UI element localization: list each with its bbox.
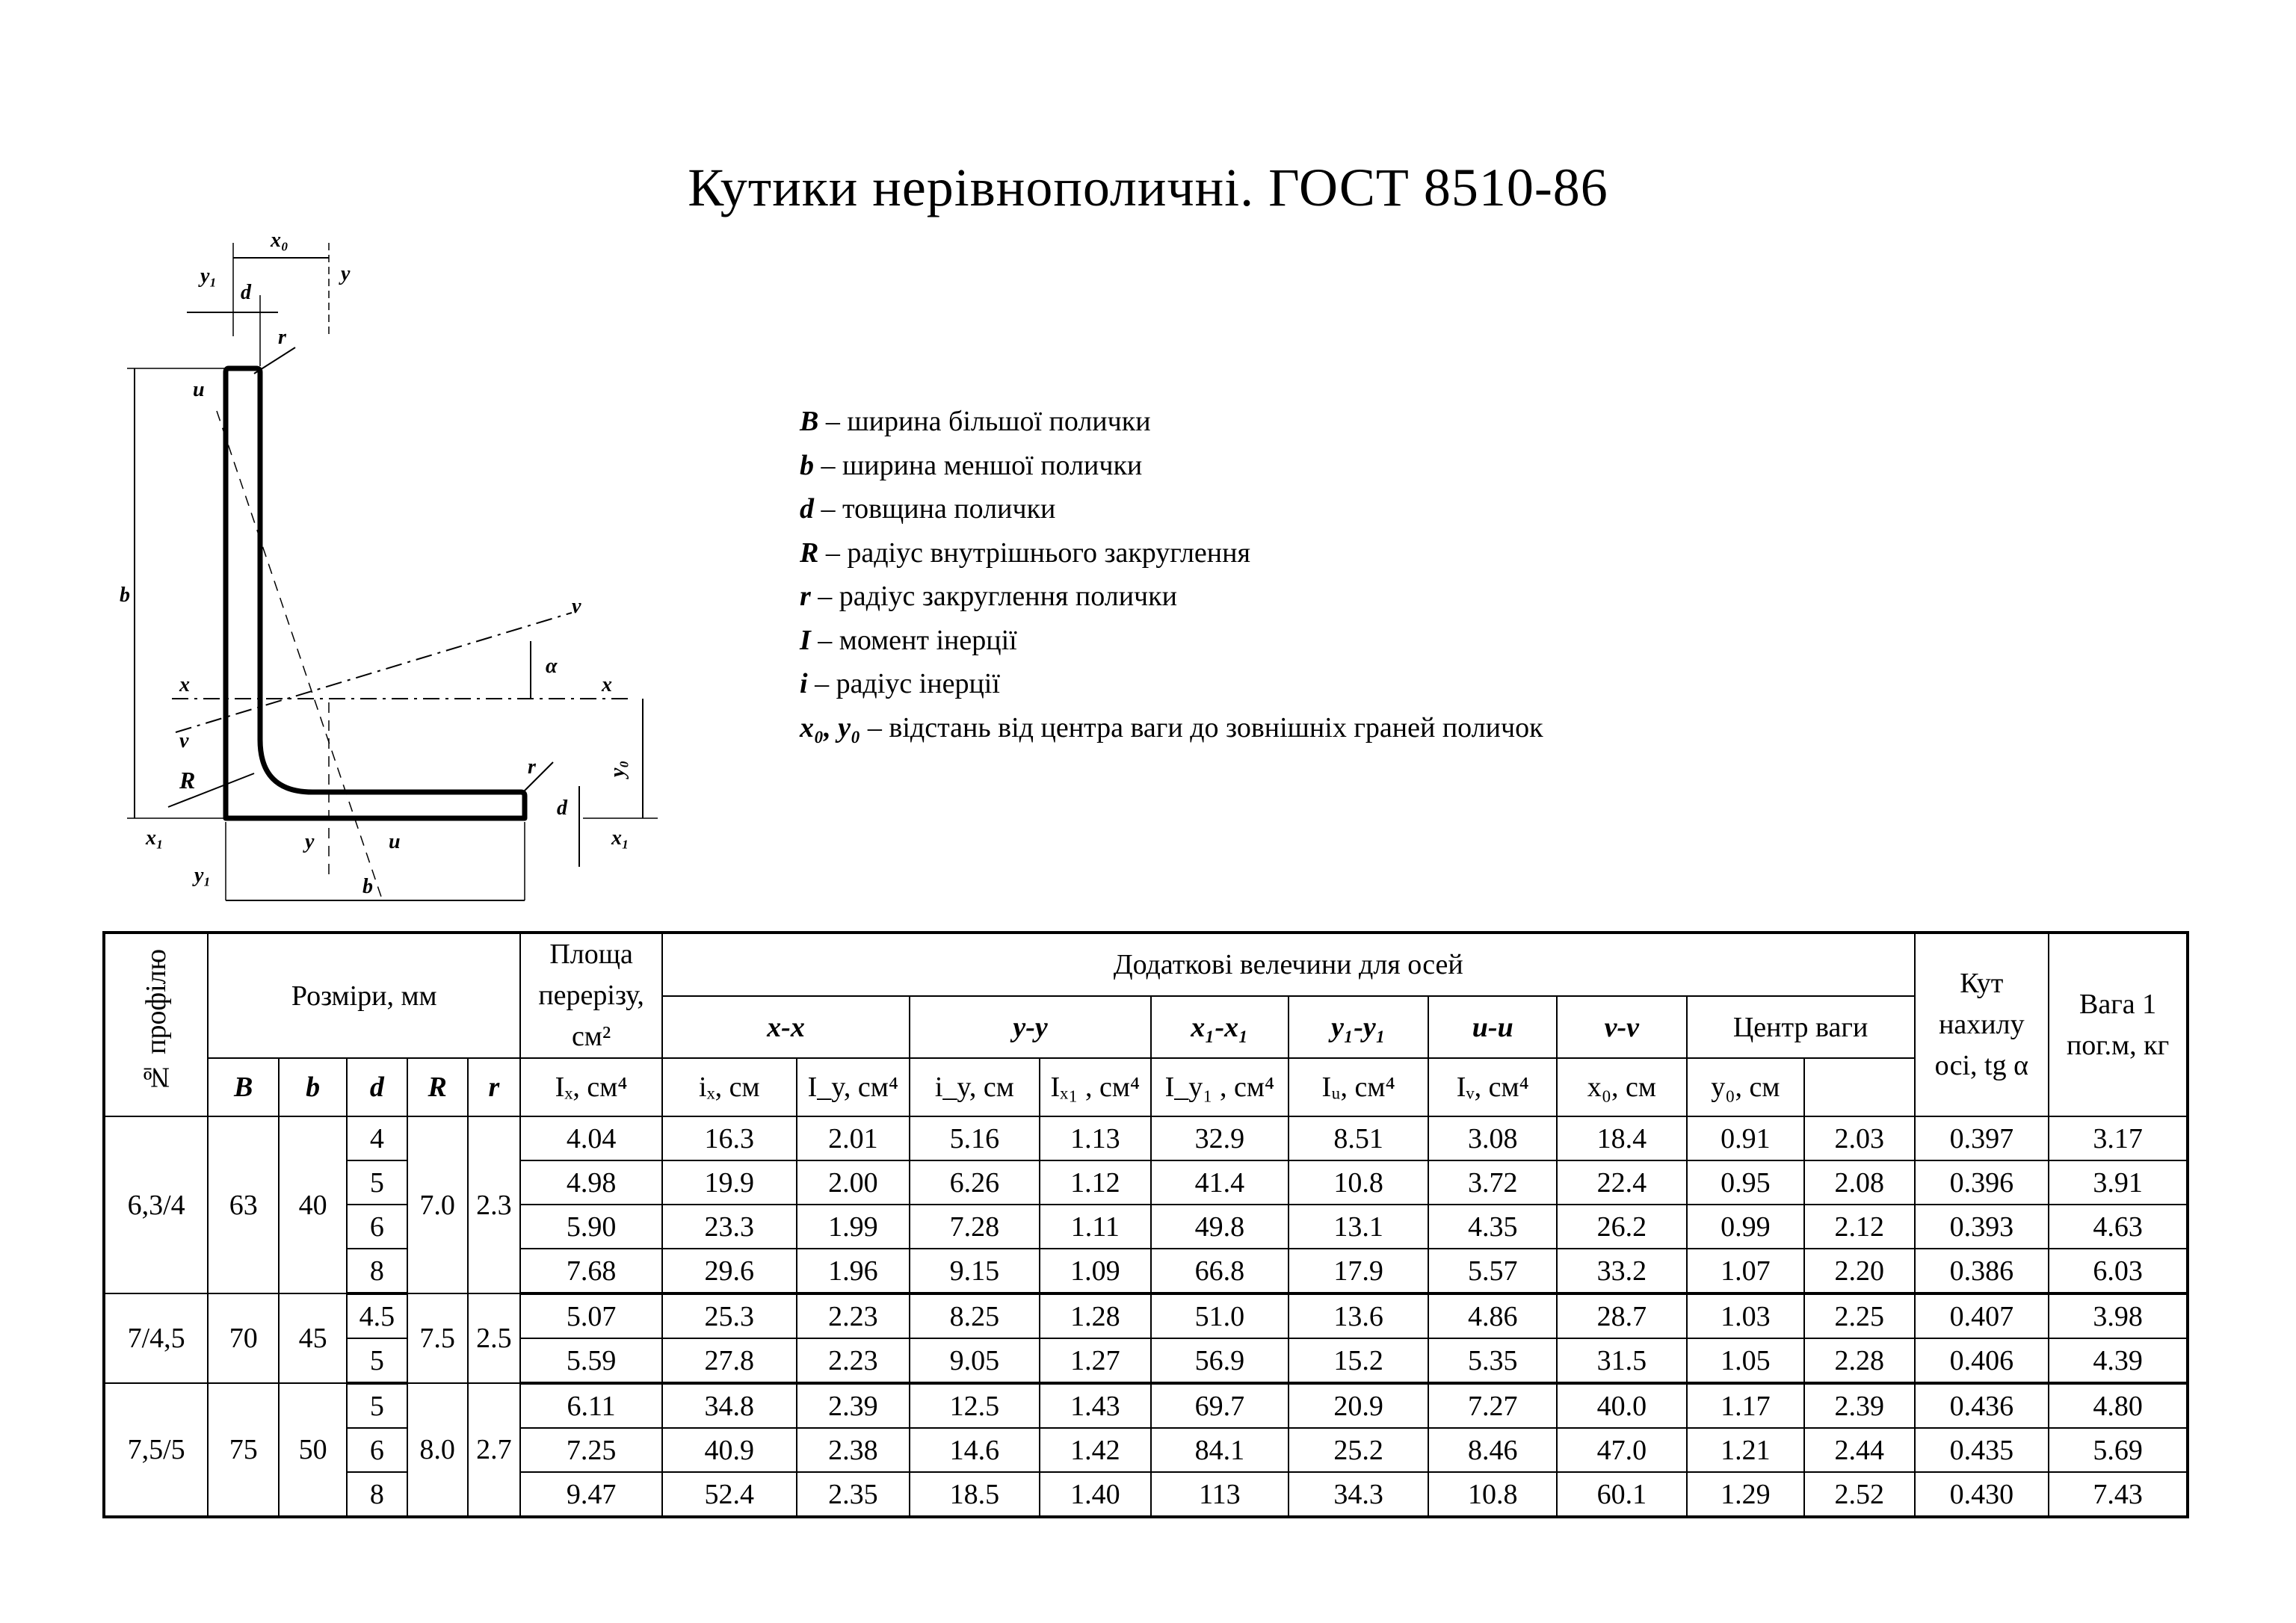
cell-y0: 2.28: [1804, 1338, 1914, 1383]
header-axis-yy: y-y: [910, 996, 1151, 1058]
cell-w: 3.91: [2049, 1160, 2188, 1205]
cell-Ix: 27.8: [662, 1338, 797, 1383]
header-Iu: Iᵤ, см⁴: [1289, 1058, 1429, 1116]
header-Iy: I_y, см⁴: [797, 1058, 910, 1116]
cell-Ix: 25.3: [662, 1293, 797, 1338]
cell-area: 4.98: [520, 1160, 662, 1205]
header-Iy1: I_y₁ , см⁴: [1151, 1058, 1289, 1116]
header-r: r: [468, 1058, 521, 1116]
cell-iy: 1.12: [1040, 1160, 1151, 1205]
cell-iy: 1.42: [1040, 1428, 1151, 1472]
cell-r: 2.5: [468, 1293, 521, 1383]
header-y0: y₀, см: [1687, 1058, 1804, 1116]
cell-y0: 2.20: [1804, 1249, 1914, 1293]
cell-R: 8.0: [407, 1383, 468, 1517]
cell-y0: 2.25: [1804, 1293, 1914, 1338]
legend-item: x₀, y₀ – відстань від центра ваги до зовнішніх граней поличок: [800, 711, 1543, 744]
cell-Iy: 5.16: [910, 1116, 1040, 1160]
cell-iy: 1.09: [1040, 1249, 1151, 1293]
label-y1-top: y₁: [200, 265, 217, 288]
legend-item: b – ширина меншої полички: [800, 449, 1143, 481]
header-b: b: [279, 1058, 347, 1116]
label-x1-right: x₁: [611, 826, 629, 850]
label-d-right: d: [557, 797, 567, 820]
cell-Ix: 40.9: [662, 1428, 797, 1472]
cell-Iy1: 20.9: [1289, 1383, 1429, 1428]
cell-Ix1: 51.0: [1151, 1293, 1289, 1338]
cell-Iu: 4.86: [1428, 1293, 1557, 1338]
header-profile: № профілю: [104, 933, 208, 1116]
cell-Ix: 23.3: [662, 1205, 797, 1249]
header-Ix1: Iₓ₁ , см⁴: [1040, 1058, 1151, 1116]
cell-Iv: 26.2: [1557, 1205, 1687, 1249]
cell-w: 3.98: [2049, 1293, 2188, 1338]
cell-x0: 1.03: [1687, 1293, 1804, 1338]
cell-x0: 1.21: [1687, 1428, 1804, 1472]
cell-x0: 0.99: [1687, 1205, 1804, 1249]
cell-d: 5: [347, 1383, 407, 1428]
cell-w: 6.03: [2049, 1249, 2188, 1293]
cell-Iy: 9.05: [910, 1338, 1040, 1383]
cell-Iu: 5.35: [1428, 1338, 1557, 1383]
cell-Iv: 18.4: [1557, 1116, 1687, 1160]
label-r-right: r: [528, 755, 536, 779]
cell-r: 2.3: [468, 1116, 521, 1293]
cell-d: 4.5: [347, 1293, 407, 1338]
cell-Iu: 3.08: [1428, 1116, 1557, 1160]
cell-iy: 1.11: [1040, 1205, 1151, 1249]
cell-b: 50: [279, 1383, 347, 1517]
cell-tg: 0.436: [1915, 1383, 2049, 1428]
header-iy: i_y, см: [910, 1058, 1040, 1116]
header-weight: Вага 1 пог.м, кг: [2049, 933, 2188, 1116]
cell-Iy1: 15.2: [1289, 1338, 1429, 1383]
label-x1-left: x₁: [146, 826, 164, 850]
cell-tg: 0.407: [1915, 1293, 2049, 1338]
label-v-right: v: [572, 595, 581, 618]
cell-iy: 1.13: [1040, 1116, 1151, 1160]
label-b-side: b: [120, 584, 130, 607]
cell-R: 7.5: [407, 1293, 468, 1383]
cell-Iv: 47.0: [1557, 1428, 1687, 1472]
header-axis-x1x1: x₁-x₁: [1151, 996, 1289, 1058]
cell-Iy: 12.5: [910, 1383, 1040, 1428]
cell-profile: 7,5/5: [104, 1383, 208, 1517]
header-angle: Кут нахилу осі, tg α: [1915, 933, 2049, 1116]
header-x0: x₀, см: [1557, 1058, 1687, 1116]
header-axis-vv: v-v: [1557, 996, 1687, 1058]
cell-ix: 2.01: [797, 1116, 910, 1160]
cell-y0: 2.52: [1804, 1472, 1914, 1517]
cell-Iv: 28.7: [1557, 1293, 1687, 1338]
legend-item: B – ширина більшої полички: [800, 406, 1151, 437]
cell-tg: 0.386: [1915, 1249, 2049, 1293]
cell-Iv: 33.2: [1557, 1249, 1687, 1293]
cell-Iy1: 13.1: [1289, 1205, 1429, 1249]
cell-x0: 1.29: [1687, 1472, 1804, 1517]
cell-iy: 1.27: [1040, 1338, 1151, 1383]
cell-B: 63: [208, 1116, 279, 1293]
table-row: [104, 1293, 2188, 1338]
header-center: Центр ваги: [1687, 996, 1915, 1058]
cell-Iy1: 13.6: [1289, 1293, 1429, 1338]
label-u-bottom: u: [389, 830, 401, 853]
cell-area: 4.04: [520, 1116, 662, 1160]
cell-y0: 2.12: [1804, 1205, 1914, 1249]
header-area: Площа перерізу, см²: [520, 933, 662, 1058]
cell-area: 6.11: [520, 1383, 662, 1428]
cell-ix: 2.23: [797, 1338, 910, 1383]
cell-Ix1: 66.8: [1151, 1249, 1289, 1293]
cell-tg: 0.435: [1915, 1428, 2049, 1472]
cell-Ix: 52.4: [662, 1472, 797, 1517]
label-alpha: α: [546, 655, 558, 678]
header-B: B: [208, 1058, 279, 1116]
cell-profile: 7/4,5: [104, 1293, 208, 1383]
cell-tg: 0.430: [1915, 1472, 2049, 1517]
cell-Ix1: 84.1: [1151, 1428, 1289, 1472]
label-y1-bottom: y₁: [194, 864, 212, 887]
cell-Iv: 60.1: [1557, 1472, 1687, 1517]
cell-Ix1: 41.4: [1151, 1160, 1289, 1205]
cell-Iu: 4.35: [1428, 1205, 1557, 1249]
cell-x0: 0.91: [1687, 1116, 1804, 1160]
cell-d: 5: [347, 1160, 407, 1205]
cell-Iy: 7.28: [910, 1205, 1040, 1249]
cell-w: 4.63: [2049, 1205, 2188, 1249]
header-axis-y1y1: y₁-y₁: [1289, 996, 1429, 1058]
cell-b: 40: [279, 1116, 347, 1293]
cell-ix: 1.96: [797, 1249, 910, 1293]
cell-ix: 2.39: [797, 1383, 910, 1428]
cell-iy: 1.28: [1040, 1293, 1151, 1338]
label-b-bottom: b: [362, 875, 373, 898]
cell-profile: 6,3/4: [104, 1116, 208, 1293]
legend-item: R – радіус внутрішнього закруглення: [800, 537, 1250, 569]
page-title: Кутики нерівнополичні. ГОСТ 8510-86: [688, 158, 1608, 217]
cell-w: 5.69: [2049, 1428, 2188, 1472]
cell-d: 6: [347, 1205, 407, 1249]
header-axis-uu: u-u: [1428, 996, 1557, 1058]
label-x-left: x: [179, 673, 190, 696]
label-x0: x₀: [271, 229, 288, 252]
cell-tg: 0.396: [1915, 1160, 2049, 1205]
header-axis-xx: x-x: [662, 996, 910, 1058]
table-row: [104, 1116, 2188, 1160]
header-d: d: [347, 1058, 407, 1116]
cell-Iy: 9.15: [910, 1249, 1040, 1293]
cell-Iy1: 25.2: [1289, 1428, 1429, 1472]
cell-Iu: 8.46: [1428, 1428, 1557, 1472]
cell-ix: 2.00: [797, 1160, 910, 1205]
cell-ix: 2.35: [797, 1472, 910, 1517]
cell-area: 5.07: [520, 1293, 662, 1338]
cell-area: 7.25: [520, 1428, 662, 1472]
cell-iy: 1.43: [1040, 1383, 1151, 1428]
header-Iv: Iᵥ, см⁴: [1428, 1058, 1557, 1116]
cell-tg: 0.406: [1915, 1338, 2049, 1383]
cell-Iy1: 17.9: [1289, 1249, 1429, 1293]
cell-Iv: 40.0: [1557, 1383, 1687, 1428]
legend-item: d – товщина полички: [800, 493, 1056, 525]
cell-Iv: 22.4: [1557, 1160, 1687, 1205]
symbol-legend: [800, 400, 1543, 749]
cell-x0: 1.07: [1687, 1249, 1804, 1293]
cell-Iy: 6.26: [910, 1160, 1040, 1205]
cell-d: 8: [347, 1472, 407, 1517]
cell-Ix1: 113: [1151, 1472, 1289, 1517]
cell-Iv: 31.5: [1557, 1338, 1687, 1383]
cell-B: 75: [208, 1383, 279, 1517]
cell-area: 9.47: [520, 1472, 662, 1517]
cell-y0: 2.44: [1804, 1428, 1914, 1472]
cell-w: 4.80: [2049, 1383, 2188, 1428]
angle-spec-table: [102, 931, 2189, 1518]
header-Ix: Iₓ, см⁴: [520, 1058, 662, 1116]
cell-tg: 0.393: [1915, 1205, 2049, 1249]
cell-Iu: 3.72: [1428, 1160, 1557, 1205]
cell-Ix1: 32.9: [1151, 1116, 1289, 1160]
label-r-top: r: [278, 326, 286, 349]
cell-Iy1: 10.8: [1289, 1160, 1429, 1205]
label-d-top: d: [241, 281, 251, 304]
cell-Iu: 10.8: [1428, 1472, 1557, 1517]
cell-d: 5: [347, 1338, 407, 1383]
cell-w: 4.39: [2049, 1338, 2188, 1383]
cell-w: 3.17: [2049, 1116, 2188, 1160]
cell-area: 5.59: [520, 1338, 662, 1383]
cell-R: 7.0: [407, 1116, 468, 1293]
cell-Iy: 8.25: [910, 1293, 1040, 1338]
cell-tg: 0.397: [1915, 1116, 2049, 1160]
cell-iy: 1.40: [1040, 1472, 1151, 1517]
legend-item: r – радіус закруглення полички: [800, 581, 1177, 612]
cell-r: 2.7: [468, 1383, 521, 1517]
header-R: R: [407, 1058, 468, 1116]
cell-Iy: 14.6: [910, 1428, 1040, 1472]
cell-Iy1: 8.51: [1289, 1116, 1429, 1160]
label-R: R: [179, 767, 196, 794]
cell-y0: 2.03: [1804, 1116, 1914, 1160]
label-v-left: v: [179, 729, 189, 752]
label-y-top: y: [341, 262, 351, 285]
cell-x0: 1.05: [1687, 1338, 1804, 1383]
cell-Ix1: 56.9: [1151, 1338, 1289, 1383]
cell-Ix1: 49.8: [1151, 1205, 1289, 1249]
cell-area: 7.68: [520, 1249, 662, 1293]
angle-profile-diagram: [105, 224, 718, 912]
cell-Iy: 18.5: [910, 1472, 1040, 1517]
cell-w: 7.43: [2049, 1472, 2188, 1517]
header-ix: iₓ, см: [662, 1058, 797, 1116]
label-y0: y₀: [606, 760, 629, 777]
angle-profile-outline: [226, 368, 525, 818]
cell-d: 4: [347, 1116, 407, 1160]
cell-Ix: 29.6: [662, 1249, 797, 1293]
cell-y0: 2.08: [1804, 1160, 1914, 1205]
cell-x0: 0.95: [1687, 1160, 1804, 1205]
label-x-right: x: [602, 673, 612, 696]
cell-ix: 2.23: [797, 1293, 910, 1338]
label-y-bottom: y: [305, 830, 315, 853]
cell-Iy1: 34.3: [1289, 1472, 1429, 1517]
cell-area: 5.90: [520, 1205, 662, 1249]
cell-B: 70: [208, 1293, 279, 1383]
cell-ix: 1.99: [797, 1205, 910, 1249]
cell-Ix: 34.8: [662, 1383, 797, 1428]
cell-Iu: 5.57: [1428, 1249, 1557, 1293]
cell-d: 6: [347, 1428, 407, 1472]
cell-Ix: 19.9: [662, 1160, 797, 1205]
cell-Ix1: 69.7: [1151, 1383, 1289, 1428]
cell-y0: 2.39: [1804, 1383, 1914, 1428]
cell-ix: 2.38: [797, 1428, 910, 1472]
cell-Iu: 7.27: [1428, 1383, 1557, 1428]
table-row: [104, 1383, 2188, 1428]
legend-item: i – радіус інерції: [800, 668, 1000, 699]
legend-item: I – момент інерції: [800, 624, 1017, 656]
header-extra: Додаткові велечини для осей: [662, 933, 1915, 996]
cell-x0: 1.17: [1687, 1383, 1804, 1428]
cell-b: 45: [279, 1293, 347, 1383]
label-u-top: u: [193, 378, 205, 401]
cell-Ix: 16.3: [662, 1116, 797, 1160]
cell-d: 8: [347, 1249, 407, 1293]
header-dimensions: Розміри, мм: [208, 933, 520, 1058]
